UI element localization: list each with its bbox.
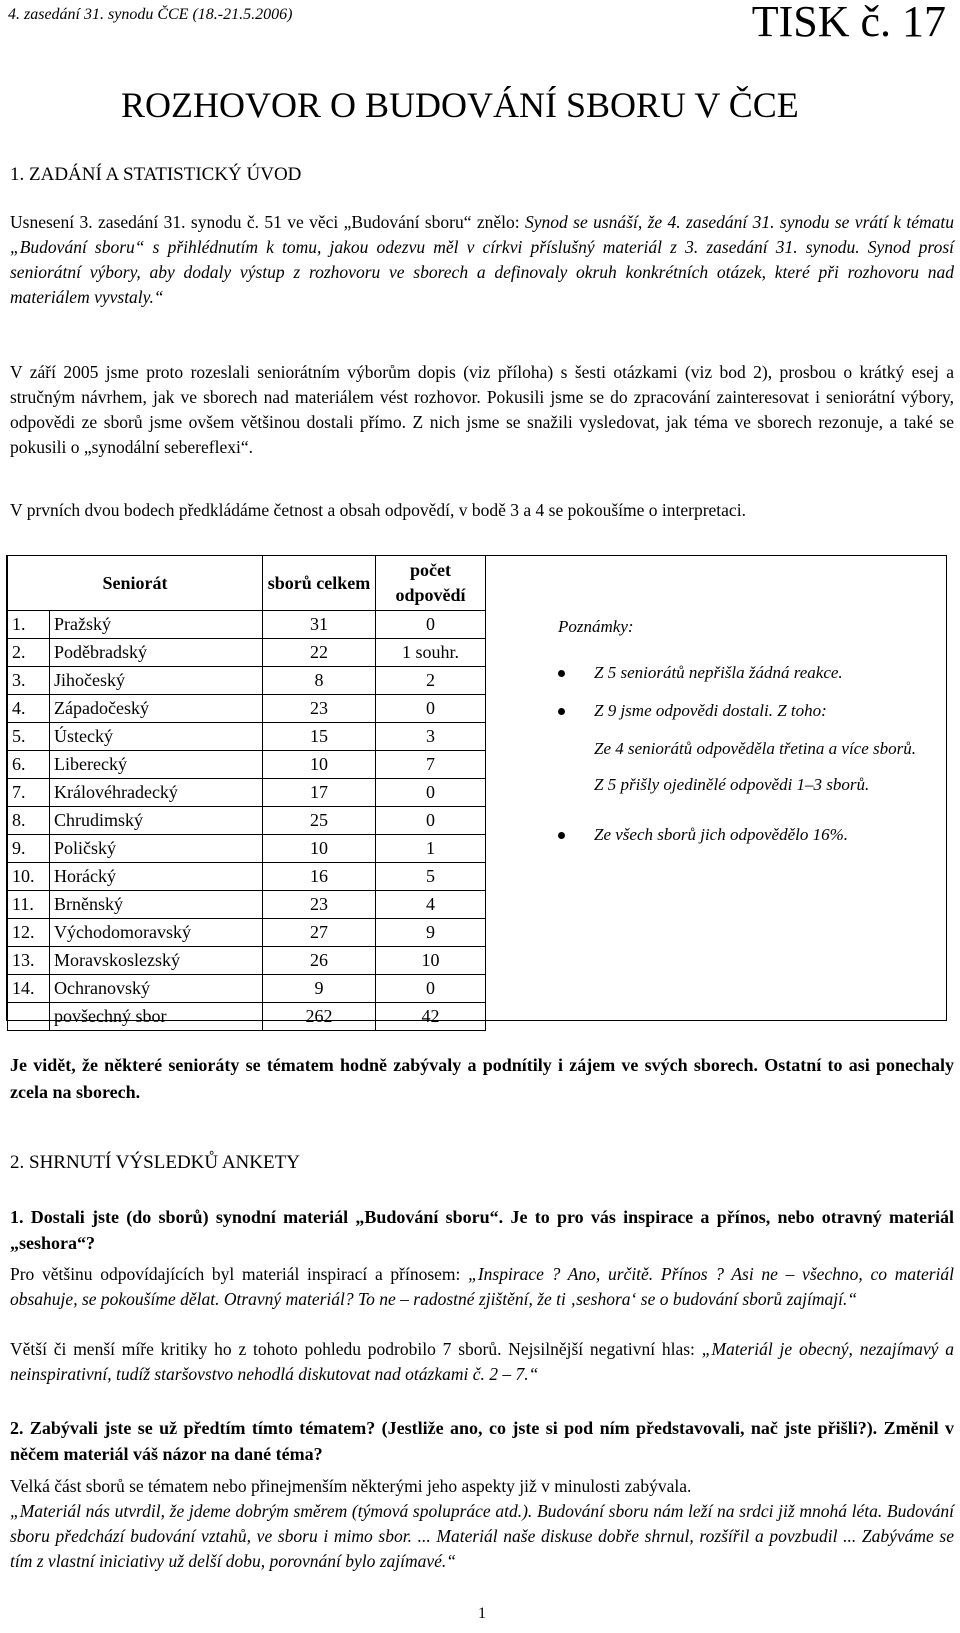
row-odpovedi: 4 — [376, 891, 486, 919]
table-row — [8, 891, 486, 919]
row-sboru: 23 — [263, 891, 376, 919]
seniorat-table — [7, 555, 486, 1031]
row-odpovedi: 0 — [376, 695, 486, 723]
tisk-number: TISK č. 17 — [751, 0, 946, 46]
bullet-icon — [558, 670, 565, 677]
question-1: 1. Dostali jste (do sborů) synodní materiál „Budování sboru“. Je to pro vás inspirace a přínos, nebo otravný materiál „seshora“? — [10, 1207, 954, 1253]
row-odpovedi: 1 — [376, 835, 486, 863]
row-sboru: 31 — [263, 611, 376, 639]
bullet-icon — [558, 832, 565, 839]
row-odpovedi: 1 souhr. — [376, 639, 486, 667]
meeting-header: 4. zasedání 31. synodu ČCE (18.-21.5.2006) — [8, 6, 293, 23]
notes-box — [558, 615, 943, 861]
row-number: 6. — [8, 751, 50, 779]
resolution-quote: Synod se usnáší, že 4. zasedání 31. synodu se vrátí k tématu „Budování sboru“ s přihlédnutím k tomu, jakou odezvu měl v církvi příslušný materiál z 3. zasedání 31. synodu. Synod prosí seniorátní výbory, aby dodaly výstup z rozhovoru ve sborech a definovaly okruh konkrétních otázek, které při rozhovoru nad materiálem vyvstaly.“ — [10, 212, 955, 307]
table-row — [8, 863, 486, 891]
table-row — [8, 807, 486, 835]
row-odpovedi: 3 — [376, 723, 486, 751]
row-seniorat: Východomoravský — [50, 919, 263, 947]
row-odpovedi: 9 — [376, 919, 486, 947]
row-seniorat: povšechný sbor — [50, 1003, 263, 1031]
row-odpovedi: 7 — [376, 751, 486, 779]
row-number: 11. — [8, 891, 50, 919]
row-sboru: 10 — [263, 751, 376, 779]
note-item — [558, 823, 943, 847]
note-item — [558, 661, 943, 685]
row-sboru: 8 — [263, 667, 376, 695]
page-number: 1 — [478, 1605, 486, 1622]
row-odpovedi: 0 — [376, 779, 486, 807]
row-sboru: 262 — [263, 1003, 376, 1031]
section2-heading: 2. SHRNUTÍ VÝSLEDKŮ ANKETY — [10, 1152, 300, 1173]
row-odpovedi: 10 — [376, 947, 486, 975]
table-row — [8, 611, 486, 639]
row-number — [8, 1003, 50, 1031]
row-odpovedi: 0 — [376, 807, 486, 835]
row-number: 12. — [8, 919, 50, 947]
table-row — [8, 975, 486, 1003]
row-number: 14. — [8, 975, 50, 1003]
row-seniorat: Chrudimský — [50, 807, 263, 835]
intro-paragraph: V září 2005 jsme proto rozeslali seniorátním výborům dopis (viz příloha) s šesti otázkami (viz bod 2), prosbou o krátký esej a stručným návrhem, jak ve sborech nad materiálem vést rozhovor. Pokusili jsme se do zpracování zainteresovat i seniorátní výbory, odpovědi ze sborů jsme ovšem většinou dostali přímo. Z nich jsme se snažili vysledovat, jak téma ve sborech rezonuje, a také se pokusili o „synodální sebereflexi“. — [10, 362, 954, 457]
note-text: Z 5 seniorátů nepřišla žádná reakce. — [594, 663, 843, 682]
row-sboru: 15 — [263, 723, 376, 751]
row-sboru: 16 — [263, 863, 376, 891]
note-item — [558, 699, 943, 723]
note-text: Ze všech sborů jich odpovědělo 16%. — [594, 825, 848, 844]
row-sboru: 22 — [263, 639, 376, 667]
header-sboru: sborů celkem — [263, 556, 376, 611]
row-sboru: 27 — [263, 919, 376, 947]
row-sboru: 25 — [263, 807, 376, 835]
table-row — [8, 667, 486, 695]
row-number: 3. — [8, 667, 50, 695]
table-row — [8, 947, 486, 975]
row-seniorat: Jihočeský — [50, 667, 263, 695]
row-number: 4. — [8, 695, 50, 723]
note-sub: Ze 4 seniorátů odpověděla třetina a více sborů. — [594, 739, 917, 758]
table-row — [8, 751, 486, 779]
row-number: 1. — [8, 611, 50, 639]
row-number: 10. — [8, 863, 50, 891]
row-odpovedi: 42 — [376, 1003, 486, 1031]
answer-1b — [10, 1337, 954, 1387]
header-pocet: počet odpovědí — [376, 556, 486, 611]
question-2: 2. Zabývali jste se už předtím tímto tématem? (Jestliže ano, co jste si pod ním představovali, nač jste přišli?). Změnil v něčem materiál váš názor na dané téma? — [10, 1418, 954, 1464]
row-seniorat: Horácký — [50, 863, 263, 891]
header-seniorat: Seniorát — [8, 556, 263, 611]
row-seniorat: Pražský — [50, 611, 263, 639]
row-seniorat: Moravskoslezský — [50, 947, 263, 975]
row-seniorat: Poličský — [50, 835, 263, 863]
table-row — [8, 1003, 486, 1031]
row-seniorat: Poděbradský — [50, 639, 263, 667]
note-text: Z 9 jsme odpovědi dostali. Z toho: — [594, 701, 827, 720]
points-paragraph: V prvních dvou bodech předkládáme četnost a obsah odpovědí, v bodě 3 a 4 se pokoušíme o interpretaci. — [10, 500, 746, 520]
note-sub: Z 5 přišly ojedinělé odpovědi 1–3 sborů. — [594, 775, 870, 794]
answer-1 — [10, 1262, 954, 1312]
row-seniorat: Ústecký — [50, 723, 263, 751]
answer-2-intro: Velká část sborů se tématem nebo přinejmenším některými jeho aspekty již v minulosti zabývala. — [10, 1476, 692, 1496]
answer-1-intro: Pro většinu odpovídajících byl materiál inspirací a přínosem: — [10, 1264, 469, 1284]
notes-list — [558, 661, 943, 723]
row-sboru: 9 — [263, 975, 376, 1003]
row-seniorat: Ochranovský — [50, 975, 263, 1003]
row-number: 13. — [8, 947, 50, 975]
notes-title: Poznámky: — [558, 617, 634, 636]
resolution-intro: Usnesení 3. zasedání 31. synodu č. 51 ve věci „Budování sboru“ znělo: — [10, 212, 525, 232]
table-row — [8, 639, 486, 667]
row-sboru: 10 — [263, 835, 376, 863]
row-odpovedi: 0 — [376, 611, 486, 639]
row-odpovedi: 5 — [376, 863, 486, 891]
row-number: 9. — [8, 835, 50, 863]
table-row — [8, 835, 486, 863]
resolution-paragraph — [10, 210, 954, 310]
row-seniorat: Královéhradecký — [50, 779, 263, 807]
table-row — [8, 723, 486, 751]
bullet-icon — [558, 708, 565, 715]
row-seniorat: Liberecký — [50, 751, 263, 779]
row-sboru: 17 — [263, 779, 376, 807]
row-seniorat: Západočeský — [50, 695, 263, 723]
notes-list — [558, 823, 943, 847]
row-seniorat: Brněnský — [50, 891, 263, 919]
answer-1b-quote: „Materiál je obecný, nezajímavý a neinspirativní, tudíž staršovstvo nehodlá diskutovat nad otázkami č. 2 – 7.“ — [10, 1339, 954, 1384]
conclusion-paragraph: Je vidět, že některé senioráty se tématem hodně zabývaly a podnítily i zájem ve svých sborech. Ostatní to asi ponechaly zcela na sborech. — [10, 1055, 954, 1102]
row-sboru: 23 — [263, 695, 376, 723]
section1-heading: 1. ZADÁNÍ A STATISTICKÝ ÚVOD — [10, 164, 302, 185]
table-header-row — [8, 556, 486, 611]
row-odpovedi: 0 — [376, 975, 486, 1003]
answer-2-quote: „Materiál nás utvrdil, že jdeme dobrým směrem (týmová spolupráce atd.). Budování sboru nám leží na srdci již mnohá léta. Budování sboru předchází budování vztahů, ve sboru i mimo sbor. ... Materiál naše diskuse dobře shrnul, rozšířil a povzbudil ... Zabýváme se tím z vlastní iniciativy už delší dobu, porovnání bylo zajímavé.“ — [10, 1501, 954, 1571]
row-number: 5. — [8, 723, 50, 751]
table-row — [8, 919, 486, 947]
table-row — [8, 695, 486, 723]
table-row — [8, 779, 486, 807]
row-number: 2. — [8, 639, 50, 667]
answer-1-quote: „Inspirace ? Ano, určitě. Přínos ? Asi ne – všechno, co materiál obsahuje, se pokoušíme dělat. Otravný materiál? To ne – radostné zjištění, že ti ‚seshora‘ se o budování sborů zajímají.“ — [10, 1264, 954, 1309]
row-odpovedi: 2 — [376, 667, 486, 695]
row-sboru: 26 — [263, 947, 376, 975]
row-number: 7. — [8, 779, 50, 807]
row-number: 8. — [8, 807, 50, 835]
document-title: ROZHOVOR O BUDOVÁNÍ SBORU V ČCE — [121, 85, 799, 125]
answer-1b-intro: Větší či menší míře kritiky ho z tohoto pohledu podrobilo 7 sborů. Nejsilnější negativní hlas: — [10, 1339, 702, 1359]
